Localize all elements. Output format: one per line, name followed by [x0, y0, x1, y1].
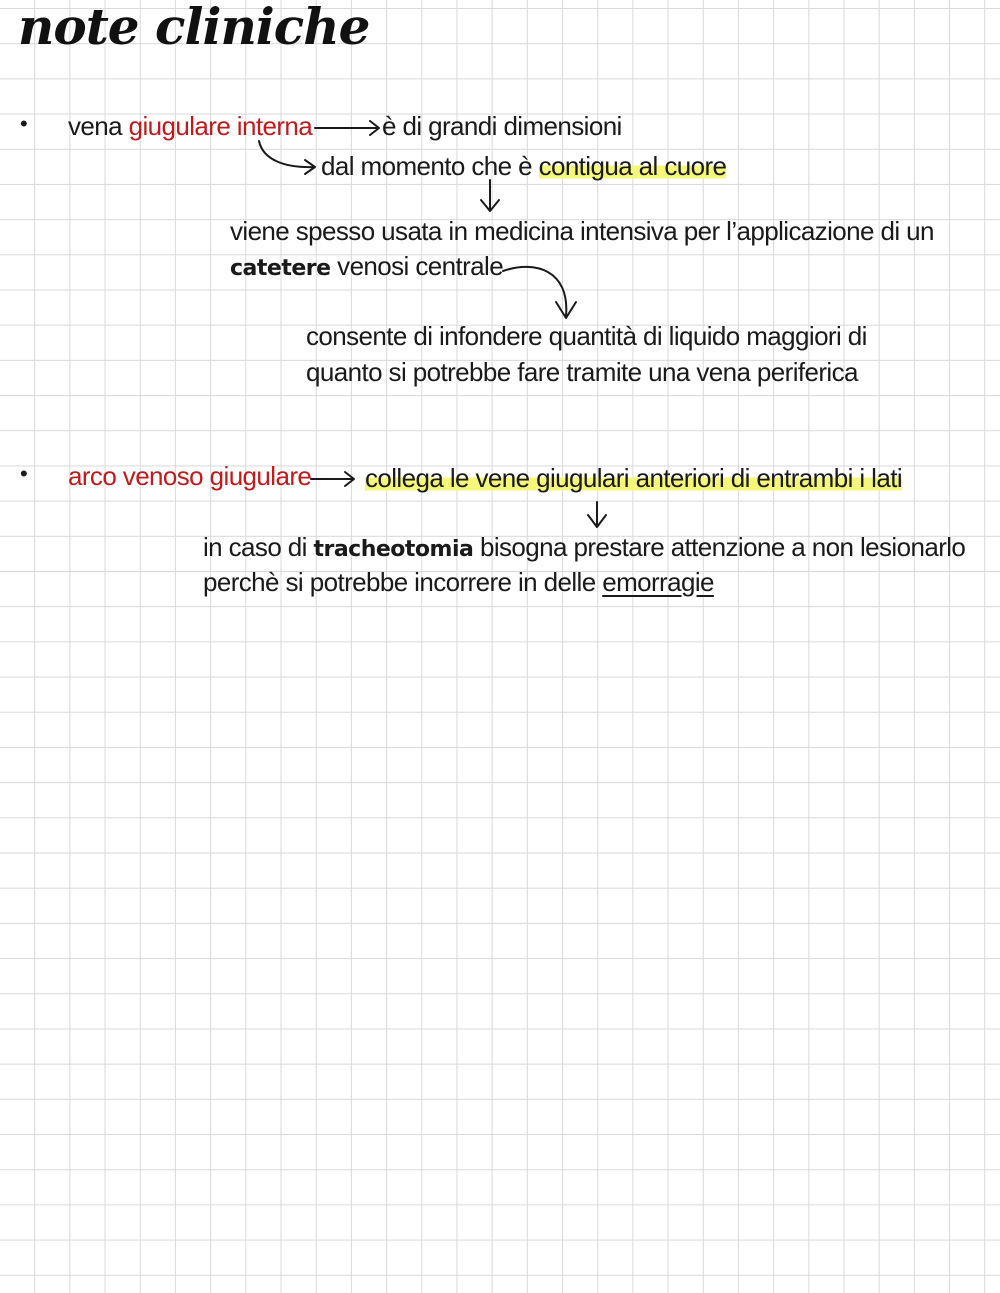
note2-underlined-term: emorragie [602, 567, 714, 597]
note1-line4-rest: venosi centrale [330, 251, 504, 281]
arrow-down-icon [481, 180, 499, 211]
curved-arrow-icon [259, 141, 315, 174]
note2-line3-prefix: perchè si potrebbe incorrere in delle [203, 567, 603, 597]
note1-highlight: contigua al cuore [538, 151, 727, 181]
page-title: note cliniche [18, 0, 370, 56]
note2-term: arco venoso giugulare [68, 461, 312, 491]
note1-line2-prefix: dal momento che è [321, 151, 539, 181]
note1-line6: quanto si potrebbe fare tramite una vena periferica [306, 357, 858, 387]
note1-term: giugulare interna [128, 111, 313, 141]
arrow-down-icon [588, 502, 606, 527]
note1-result: è di grandi dimensioni [382, 111, 622, 141]
arrow-right-icon [315, 121, 379, 135]
note1-prefix: vena [68, 111, 129, 141]
note1-line5: consente di infondere quantità di liquido maggiori di [306, 321, 867, 351]
note2-line2-rest: bisogna prestare attenzione a non lesionarlo [473, 532, 966, 562]
curved-arrow-down-icon [503, 267, 576, 318]
bullet-point: • [20, 461, 28, 486]
note2-bold-term: tracheotomia [313, 537, 474, 562]
arrow-right-icon [311, 472, 354, 486]
note2-line2-prefix: in caso di [203, 532, 314, 562]
bullet-point: • [20, 111, 28, 136]
note1-line3: viene spesso usata in medicina intensiva per l’applicazione di un [230, 216, 934, 246]
note1-bold-term: catetere [230, 256, 331, 281]
note2-highlight: collega le vene giugulari anteriori di entrambi i lati [365, 463, 903, 493]
